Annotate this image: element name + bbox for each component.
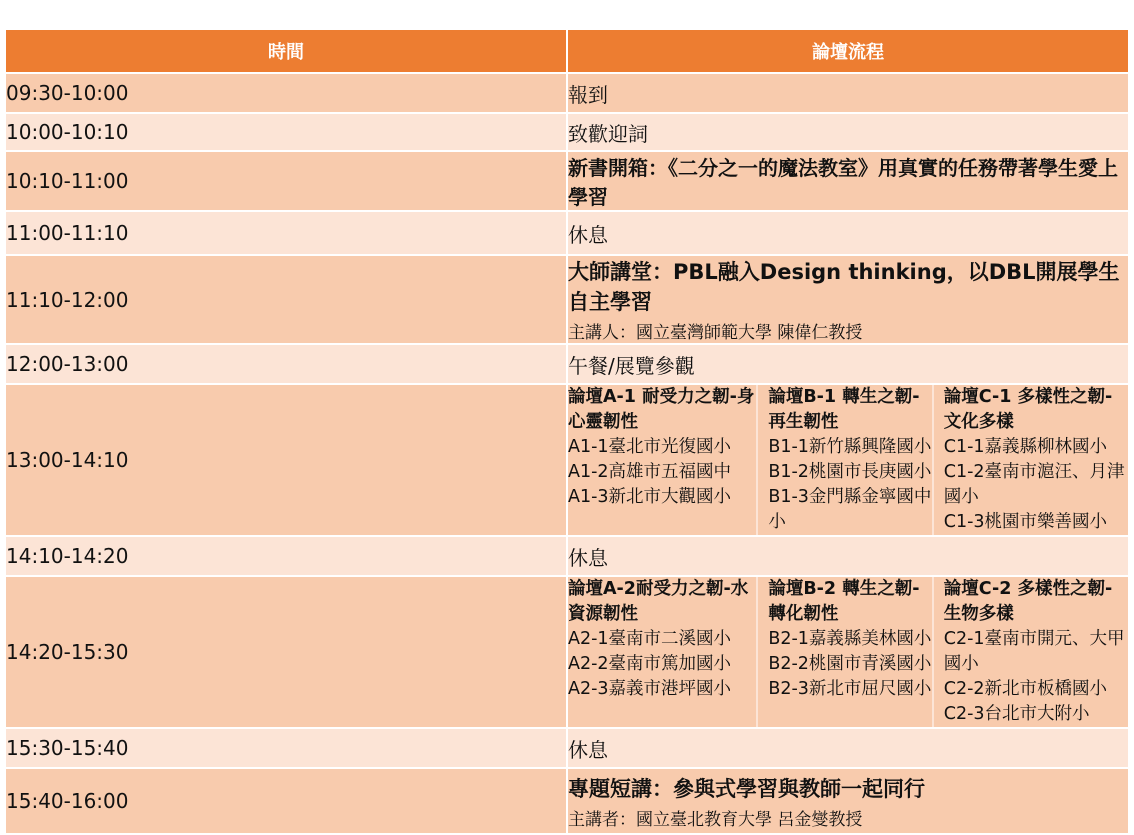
row-time: 14:10-14:20: [5, 536, 567, 576]
row-content: 致歡迎詞: [567, 113, 1129, 151]
table-row: [5, 768, 1129, 834]
book-session-title: 新書開箱：《二分之一的魔法教室》用真實的任務帶著學生愛上學習: [567, 151, 1129, 211]
track-item: C1-3桃園市樂善國小: [943, 512, 1108, 532]
short-talk-cell: [567, 768, 1129, 834]
track-item: A1-3新北市大觀國小: [568, 487, 732, 507]
row-content: 午餐/展覽參觀: [567, 344, 1129, 384]
row-time: 15:40-16:00: [5, 768, 567, 834]
row-time: 11:00-11:10: [5, 211, 567, 255]
row-time: 14:20-15:30: [5, 576, 567, 728]
forum-track-a2: [568, 577, 756, 727]
track-title: 論壇B-1 轉生之韌-再生韌性: [768, 387, 920, 432]
track-title: 論壇C-1 多樣性之韌-文化多樣: [943, 387, 1113, 432]
row-time: 15:30-15:40: [5, 728, 567, 768]
track-item: A2-1臺南市二溪國小: [568, 629, 732, 649]
track-title: 論壇B-2 轉生之韌-轉化韌性: [768, 579, 920, 624]
row-time: 10:10-11:00: [5, 151, 567, 211]
row-time: 11:10-12:00: [5, 255, 567, 344]
row-time: 10:00-10:10: [5, 113, 567, 151]
keynote-speaker: 主講人：國立臺灣師範大學 陳偉仁教授: [568, 323, 863, 343]
short-talk-title: 專題短講：參與式學習與教師一起同行: [568, 776, 925, 801]
track-item: A1-2高雄市五福國中: [568, 462, 732, 482]
table-row: [5, 728, 1129, 768]
forum-track-b1: [756, 385, 931, 535]
track-title: 論壇C-2 多樣性之韌-生物多樣: [943, 579, 1113, 624]
flow-column-header: 論壇流程: [567, 29, 1129, 73]
track-item: B1-3金門縣金寧國中小: [768, 487, 932, 532]
forum-track-c1: [932, 385, 1128, 535]
forum-track-a1: [568, 385, 756, 535]
track-item: C2-1臺南市開元、大甲國小: [943, 629, 1125, 674]
row-content: 休息: [567, 211, 1129, 255]
track-item: C1-2臺南市滬汪、月津國小: [943, 462, 1125, 507]
row-time: 09:30-10:00: [5, 73, 567, 113]
forum-tracks-2: [567, 576, 1129, 728]
track-item: B1-2桃園市長庚國小: [768, 462, 932, 482]
track-item: A2-2臺南市篤加國小: [568, 654, 732, 674]
row-content: 休息: [567, 728, 1129, 768]
row-time: 12:00-13:00: [5, 344, 567, 384]
track-title: 論壇A-1 耐受力之韌-身心靈韌性: [568, 387, 755, 432]
track-item: B2-1嘉義縣美林國小: [768, 629, 932, 649]
track-item: B1-1新竹縣興隆國小: [768, 437, 932, 457]
track-item: C2-3台北市大附小: [943, 704, 1090, 724]
forum-track-c2: [932, 577, 1128, 727]
table-row: [5, 151, 1129, 211]
time-column-header: 時間: [5, 29, 567, 73]
track-item: A2-3嘉義市港坪國小: [568, 679, 732, 699]
table-row: [5, 384, 1129, 536]
row-content: 休息: [567, 536, 1129, 576]
row-time: 13:00-14:10: [5, 384, 567, 536]
track-title: 論壇A-2耐受力之韌-水資源韌性: [568, 579, 749, 624]
forum-tracks-1: [567, 384, 1129, 536]
table-row: [5, 255, 1129, 344]
row-content: 報到: [567, 73, 1129, 113]
track-item: C2-2新北市板橋國小: [943, 679, 1108, 699]
table-row: [5, 73, 1129, 113]
header-row: [5, 29, 1129, 73]
agenda-table: [4, 28, 1130, 835]
table-row: [5, 113, 1129, 151]
track-item: B2-3新北市屈尺國小: [768, 679, 932, 699]
track-item: B2-2桃園市青溪國小: [768, 654, 932, 674]
track-item: A1-1臺北市光復國小: [568, 437, 732, 457]
track-item: C1-1嘉義縣柳林國小: [943, 437, 1108, 457]
keynote-title: 大師講堂：PBL融入Design thinking，以DBL開展學生自主學習: [568, 260, 1120, 314]
table-row: [5, 576, 1129, 728]
short-talk-speaker: 主講者：國立臺北教育大學 呂金燮教授: [568, 809, 863, 830]
table-row: [5, 536, 1129, 576]
forum-track-b2: [756, 577, 931, 727]
table-row: [5, 211, 1129, 255]
table-row: [5, 344, 1129, 384]
keynote-cell: [567, 255, 1129, 344]
